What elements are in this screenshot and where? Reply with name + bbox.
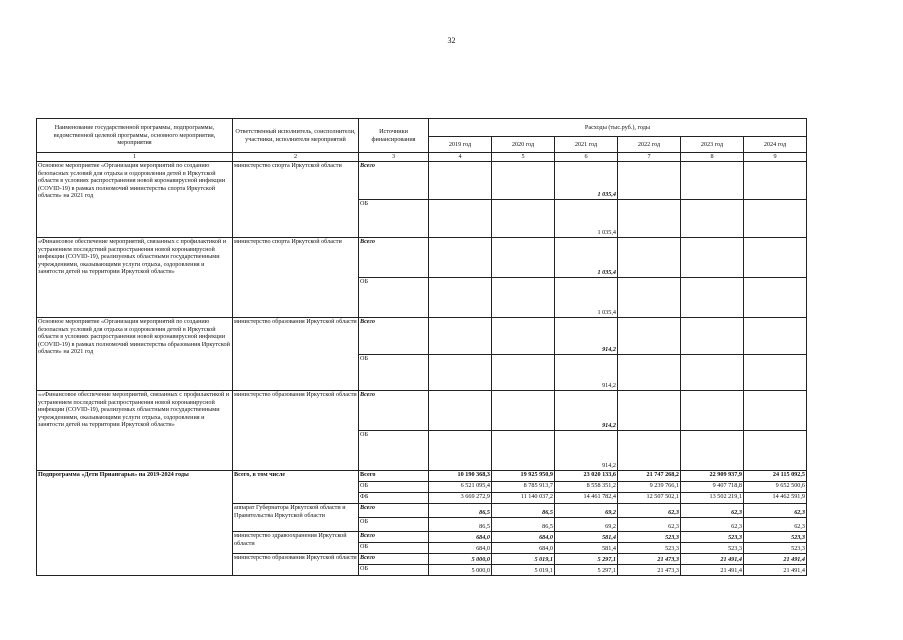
value-cell: 523,3 bbox=[618, 543, 681, 554]
value-cell bbox=[492, 391, 555, 431]
header-year: 2021 год bbox=[555, 137, 618, 153]
value-cell bbox=[429, 355, 492, 391]
activity-executor: министерство образования Иркутской области bbox=[233, 391, 359, 471]
value-cell: 1 035,4 bbox=[555, 278, 618, 318]
value-cell: 684,0 bbox=[429, 543, 492, 554]
page-number: 32 bbox=[447, 36, 456, 45]
value-cell: 21 491,4 bbox=[681, 554, 744, 565]
funding-source: ОБ bbox=[359, 355, 429, 391]
activity-name: Основное мероприятие «Организация мероприятий по созданию безопасных условий для отдыха и оздоровления детей в Иркутской области в условиях распространения новой коронавирусной инфекции (COVID-19) в рамках полномочий министерства спорта Иркутской области» на 2021 год bbox=[37, 162, 233, 238]
subprogram-executor: Всего, в том числе bbox=[233, 471, 359, 504]
value-cell: 9 407 718,8 bbox=[681, 482, 744, 493]
value-cell bbox=[429, 391, 492, 431]
value-cell: 5 000,0 bbox=[429, 565, 492, 576]
value-cell: 19 925 950,9 bbox=[492, 471, 555, 482]
column-number: 9 bbox=[744, 153, 807, 162]
header-program-name: Наименование государственной программы, подпрограммы, ведомственной целевой программы, основного мероприятия, мероприятия bbox=[37, 119, 233, 153]
value-cell: 684,0 bbox=[429, 532, 492, 543]
funding-source: ОБ bbox=[359, 482, 429, 493]
subprogram-executor: министерство образования Иркутской области bbox=[233, 554, 359, 576]
funding-source: Всего bbox=[359, 532, 429, 543]
value-cell: 21 491,4 bbox=[681, 565, 744, 576]
value-cell bbox=[681, 391, 744, 431]
value-cell: 62,3 bbox=[744, 504, 807, 518]
value-cell: 581,4 bbox=[555, 543, 618, 554]
funding-source: Всего bbox=[359, 318, 429, 355]
value-cell: 8 785 913,7 bbox=[492, 482, 555, 493]
value-cell: 914,2 bbox=[555, 318, 618, 355]
value-cell: 86,5 bbox=[429, 518, 492, 532]
value-cell bbox=[744, 318, 807, 355]
value-cell bbox=[492, 238, 555, 278]
value-cell: 914,2 bbox=[555, 431, 618, 471]
value-cell: 8 558 351,2 bbox=[555, 482, 618, 493]
value-cell: 62,3 bbox=[618, 518, 681, 532]
value-cell: 9 239 766,1 bbox=[618, 482, 681, 493]
column-number: 7 bbox=[618, 153, 681, 162]
activity-name: ««Финансовое обеспечение мероприятий, связанных с профилактикой и устранением последствий распространения новой коронавирусной инфекции (COVID-19), реализуемых областными государственными учреждениями, оказывающими услуги отдыха, оздоровления и занятости детей на территории Иркутской области» bbox=[37, 391, 233, 471]
value-cell bbox=[492, 318, 555, 355]
value-cell bbox=[429, 431, 492, 471]
funding-source: ОБ bbox=[359, 278, 429, 318]
table-row bbox=[37, 318, 807, 355]
value-cell bbox=[618, 431, 681, 471]
funding-source: ОБ bbox=[359, 565, 429, 576]
subprogram-executor: аппарат Губернатора Иркутской области и Правительства Иркутской области bbox=[233, 504, 359, 532]
value-cell: 23 020 133,6 bbox=[555, 471, 618, 482]
value-cell bbox=[681, 238, 744, 278]
activity-executor: министерство образования Иркутской области bbox=[233, 318, 359, 391]
subprogram-executor: министерство здравоохранения Иркутской области bbox=[233, 532, 359, 554]
value-cell: 523,3 bbox=[681, 532, 744, 543]
funding-source: ФБ bbox=[359, 493, 429, 504]
value-cell bbox=[618, 355, 681, 391]
value-cell bbox=[492, 200, 555, 238]
value-cell bbox=[744, 355, 807, 391]
header-year: 2023 год bbox=[681, 137, 744, 153]
value-cell bbox=[744, 200, 807, 238]
funding-source: ОБ bbox=[359, 200, 429, 238]
column-number: 2 bbox=[233, 153, 359, 162]
value-cell: 14 461 782,4 bbox=[555, 493, 618, 504]
value-cell bbox=[618, 162, 681, 200]
value-cell: 13 502 219,1 bbox=[681, 493, 744, 504]
value-cell: 9 652 500,6 bbox=[744, 482, 807, 493]
funding-source: ОБ bbox=[359, 543, 429, 554]
value-cell: 1 035,4 bbox=[555, 162, 618, 200]
value-cell: 10 190 368,3 bbox=[429, 471, 492, 482]
value-cell: 684,0 bbox=[492, 543, 555, 554]
funding-source: Всего bbox=[359, 554, 429, 565]
value-cell: 62,3 bbox=[618, 504, 681, 518]
header-expenses: Расходы (тыс.руб.), годы bbox=[429, 119, 807, 137]
value-cell: 684,0 bbox=[492, 532, 555, 543]
value-cell: 69,2 bbox=[555, 504, 618, 518]
value-cell bbox=[744, 238, 807, 278]
value-cell: 523,3 bbox=[681, 543, 744, 554]
value-cell: 22 909 937,9 bbox=[681, 471, 744, 482]
value-cell bbox=[681, 431, 744, 471]
value-cell bbox=[492, 278, 555, 318]
value-cell: 21 473,3 bbox=[618, 565, 681, 576]
value-cell bbox=[618, 200, 681, 238]
header-year: 2019 год bbox=[429, 137, 492, 153]
column-number: 5 bbox=[492, 153, 555, 162]
column-number: 1 bbox=[37, 153, 233, 162]
value-cell: 86,5 bbox=[429, 504, 492, 518]
value-cell: 12 507 502,1 bbox=[618, 493, 681, 504]
table-row bbox=[37, 471, 807, 482]
table-row bbox=[37, 238, 807, 278]
value-cell: 14 462 591,9 bbox=[744, 493, 807, 504]
activity-name: «Финансовое обеспечение мероприятий, связанных с профилактикой и устранением последствий распространения новой коронавирусной инфекции (COVID-19), реализуемых областными государственными учреждениями, оказывающими услуги отдыха, оздоровления и занятости детей на территории Иркутской области» bbox=[37, 238, 233, 318]
value-cell: 523,3 bbox=[744, 543, 807, 554]
value-cell bbox=[681, 162, 744, 200]
value-cell: 914,2 bbox=[555, 391, 618, 431]
funding-source: Всего bbox=[359, 504, 429, 518]
funding-source: Всего bbox=[359, 238, 429, 278]
value-cell: 86,5 bbox=[492, 504, 555, 518]
value-cell: 62,3 bbox=[744, 518, 807, 532]
value-cell bbox=[681, 200, 744, 238]
value-cell: 523,3 bbox=[744, 532, 807, 543]
value-cell: 21 747 268,2 bbox=[618, 471, 681, 482]
value-cell bbox=[618, 391, 681, 431]
header-executor: Ответственный исполнитель, соисполнители, участники, исполнители мероприятий bbox=[233, 119, 359, 153]
value-cell bbox=[744, 431, 807, 471]
value-cell bbox=[618, 318, 681, 355]
value-cell: 62,3 bbox=[681, 518, 744, 532]
value-cell: 86,5 bbox=[492, 518, 555, 532]
value-cell bbox=[618, 278, 681, 318]
value-cell: 5 000,0 bbox=[429, 554, 492, 565]
header-year: 2024 год bbox=[744, 137, 807, 153]
value-cell: 21 473,3 bbox=[618, 554, 681, 565]
value-cell: 6 521 095,4 bbox=[429, 482, 492, 493]
value-cell: 62,3 bbox=[681, 504, 744, 518]
value-cell bbox=[681, 355, 744, 391]
value-cell: 914,2 bbox=[555, 355, 618, 391]
value-cell bbox=[681, 318, 744, 355]
value-cell bbox=[492, 162, 555, 200]
value-cell bbox=[681, 278, 744, 318]
value-cell bbox=[492, 355, 555, 391]
value-cell: 11 140 037,2 bbox=[492, 493, 555, 504]
table-row bbox=[37, 391, 807, 431]
header-funding-source: Источники финансирования bbox=[359, 119, 429, 153]
subprogram-name: Подпрограмма «Дети Приангарья» на 2019-2024 годы bbox=[37, 471, 233, 576]
funding-source: Всего bbox=[359, 162, 429, 200]
funding-source: Всего bbox=[359, 391, 429, 431]
funding-source: ОБ bbox=[359, 518, 429, 532]
column-number: 3 bbox=[359, 153, 429, 162]
activity-executor: министерство спорта Иркутской области bbox=[233, 162, 359, 238]
value-cell bbox=[429, 200, 492, 238]
column-number: 8 bbox=[681, 153, 744, 162]
value-cell bbox=[492, 431, 555, 471]
value-cell: 581,4 bbox=[555, 532, 618, 543]
header-year: 2022 год bbox=[618, 137, 681, 153]
funding-source: ОБ bbox=[359, 431, 429, 471]
activity-executor: министерство спорта Иркутской области bbox=[233, 238, 359, 318]
value-cell bbox=[744, 278, 807, 318]
value-cell: 5 019,1 bbox=[492, 565, 555, 576]
header-year: 2020 год bbox=[492, 137, 555, 153]
value-cell: 1 035,4 bbox=[555, 238, 618, 278]
value-cell bbox=[429, 162, 492, 200]
value-cell: 5 019,1 bbox=[492, 554, 555, 565]
column-number: 4 bbox=[429, 153, 492, 162]
value-cell bbox=[744, 391, 807, 431]
value-cell bbox=[429, 278, 492, 318]
funding-source: Всего bbox=[359, 471, 429, 482]
value-cell: 21 491,4 bbox=[744, 554, 807, 565]
value-cell: 3 669 272,9 bbox=[429, 493, 492, 504]
value-cell: 21 491,4 bbox=[744, 565, 807, 576]
value-cell: 523,3 bbox=[618, 532, 681, 543]
activity-name: Основное мероприятие «Организация мероприятий по созданию безопасных условий для отдыха и оздоровления детей в Иркутской области в условиях распространения новой коронавирусной инфекции (COVID-19) в рамках полномочий министерства образования Иркутской области» на 2021 год bbox=[37, 318, 233, 391]
value-cell: 1 035,4 bbox=[555, 200, 618, 238]
table-row bbox=[37, 162, 807, 200]
value-cell bbox=[429, 238, 492, 278]
value-cell: 24 115 092,5 bbox=[744, 471, 807, 482]
value-cell: 5 297,1 bbox=[555, 554, 618, 565]
column-number: 6 bbox=[555, 153, 618, 162]
value-cell bbox=[744, 162, 807, 200]
value-cell: 69,2 bbox=[555, 518, 618, 532]
budget-table bbox=[36, 118, 807, 576]
value-cell bbox=[429, 318, 492, 355]
value-cell: 5 297,1 bbox=[555, 565, 618, 576]
value-cell bbox=[618, 238, 681, 278]
